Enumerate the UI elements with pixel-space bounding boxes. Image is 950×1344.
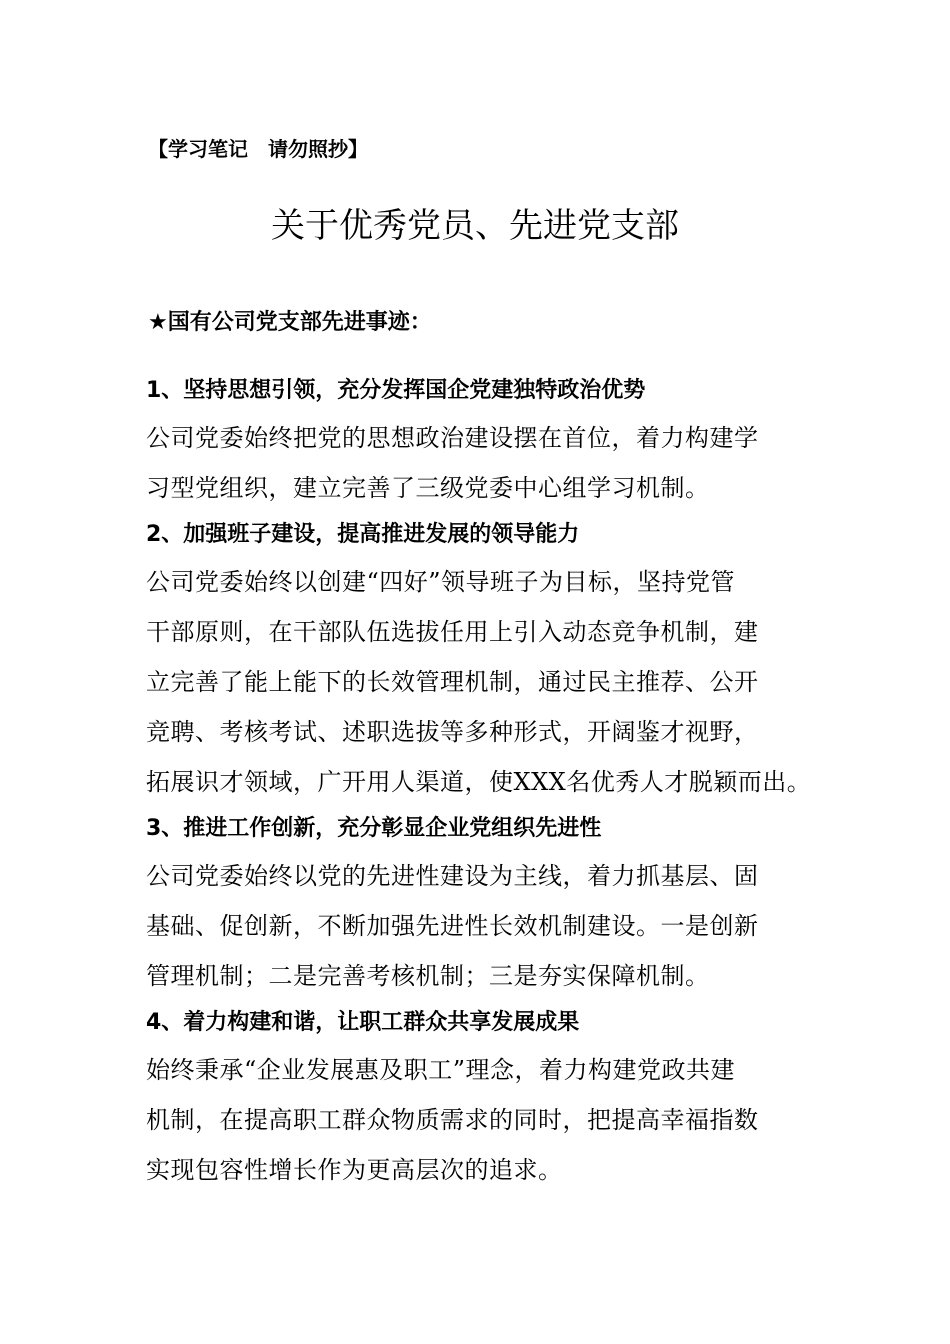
item-heading: 4、着力构建和谐，让职工群众共享发展成果	[146, 1010, 580, 1035]
paragraph-line: 公司党委始终以创建“四好”领导班子为目标，坚持党管	[146, 568, 736, 596]
paragraph-line: 立完善了能上能下的长效管理机制，通过民主推荐、公开	[146, 668, 759, 696]
paragraph-line: 公司党委始终把党的思想政治建设摆在首位，着力构建学	[146, 424, 759, 452]
item-paragraph	[146, 1045, 826, 1195]
item-paragraph	[146, 851, 826, 1001]
section-title: ★国有公司党支部先进事迹：	[148, 310, 432, 335]
study-note-label: 【学习笔记 请勿照抄】	[148, 137, 368, 161]
item-paragraph	[146, 557, 826, 807]
paragraph-line: 基础、促创新，不断加强先进性长效机制建设。一是创新	[146, 912, 759, 940]
paragraph-line: 机制，在提高职工群众物质需求的同时，把提高幸福指数	[146, 1106, 759, 1134]
item-3	[146, 807, 826, 1001]
paragraph-line: 始终秉承“企业发展惠及职工”理念，着力构建党政共建	[146, 1056, 736, 1084]
item-4	[146, 1001, 826, 1195]
item-1	[146, 369, 826, 513]
document-title: 关于优秀党员、先进党支部	[271, 206, 679, 246]
paragraph-line: 管理机制；二是完善考核机制；三是夯实保障机制。	[146, 962, 710, 990]
item-heading: 3、推进工作创新，充分彰显企业党组织先进性	[146, 816, 602, 841]
item-heading: 1、坚持思想引领，充分发挥国企党建独特政治优势	[146, 378, 646, 403]
paragraph-line: 拓展识才领域，广开用人渠道，使XXX名优秀人才脱颖而出。	[146, 768, 812, 796]
paragraph-line: 竞聘、考核考试、述职选拔等多种形式，开阔鉴才视野，	[146, 718, 759, 746]
item-paragraph	[146, 413, 826, 513]
paragraph-line: 实现包容性增长作为更高层次的追求。	[146, 1156, 563, 1184]
item-heading: 2、加强班子建设，提高推进发展的领导能力	[146, 522, 580, 547]
paragraph-line: 习型党组织，建立完善了三级党委中心组学习机制。	[146, 474, 710, 502]
paragraph-line: 干部原则，在干部队伍选拔任用上引入动态竞争机制，建	[146, 618, 759, 646]
paragraph-line: 公司党委始终以党的先进性建设为主线，着力抓基层、固	[146, 862, 759, 890]
document-content	[146, 369, 826, 1195]
item-2	[146, 513, 826, 807]
